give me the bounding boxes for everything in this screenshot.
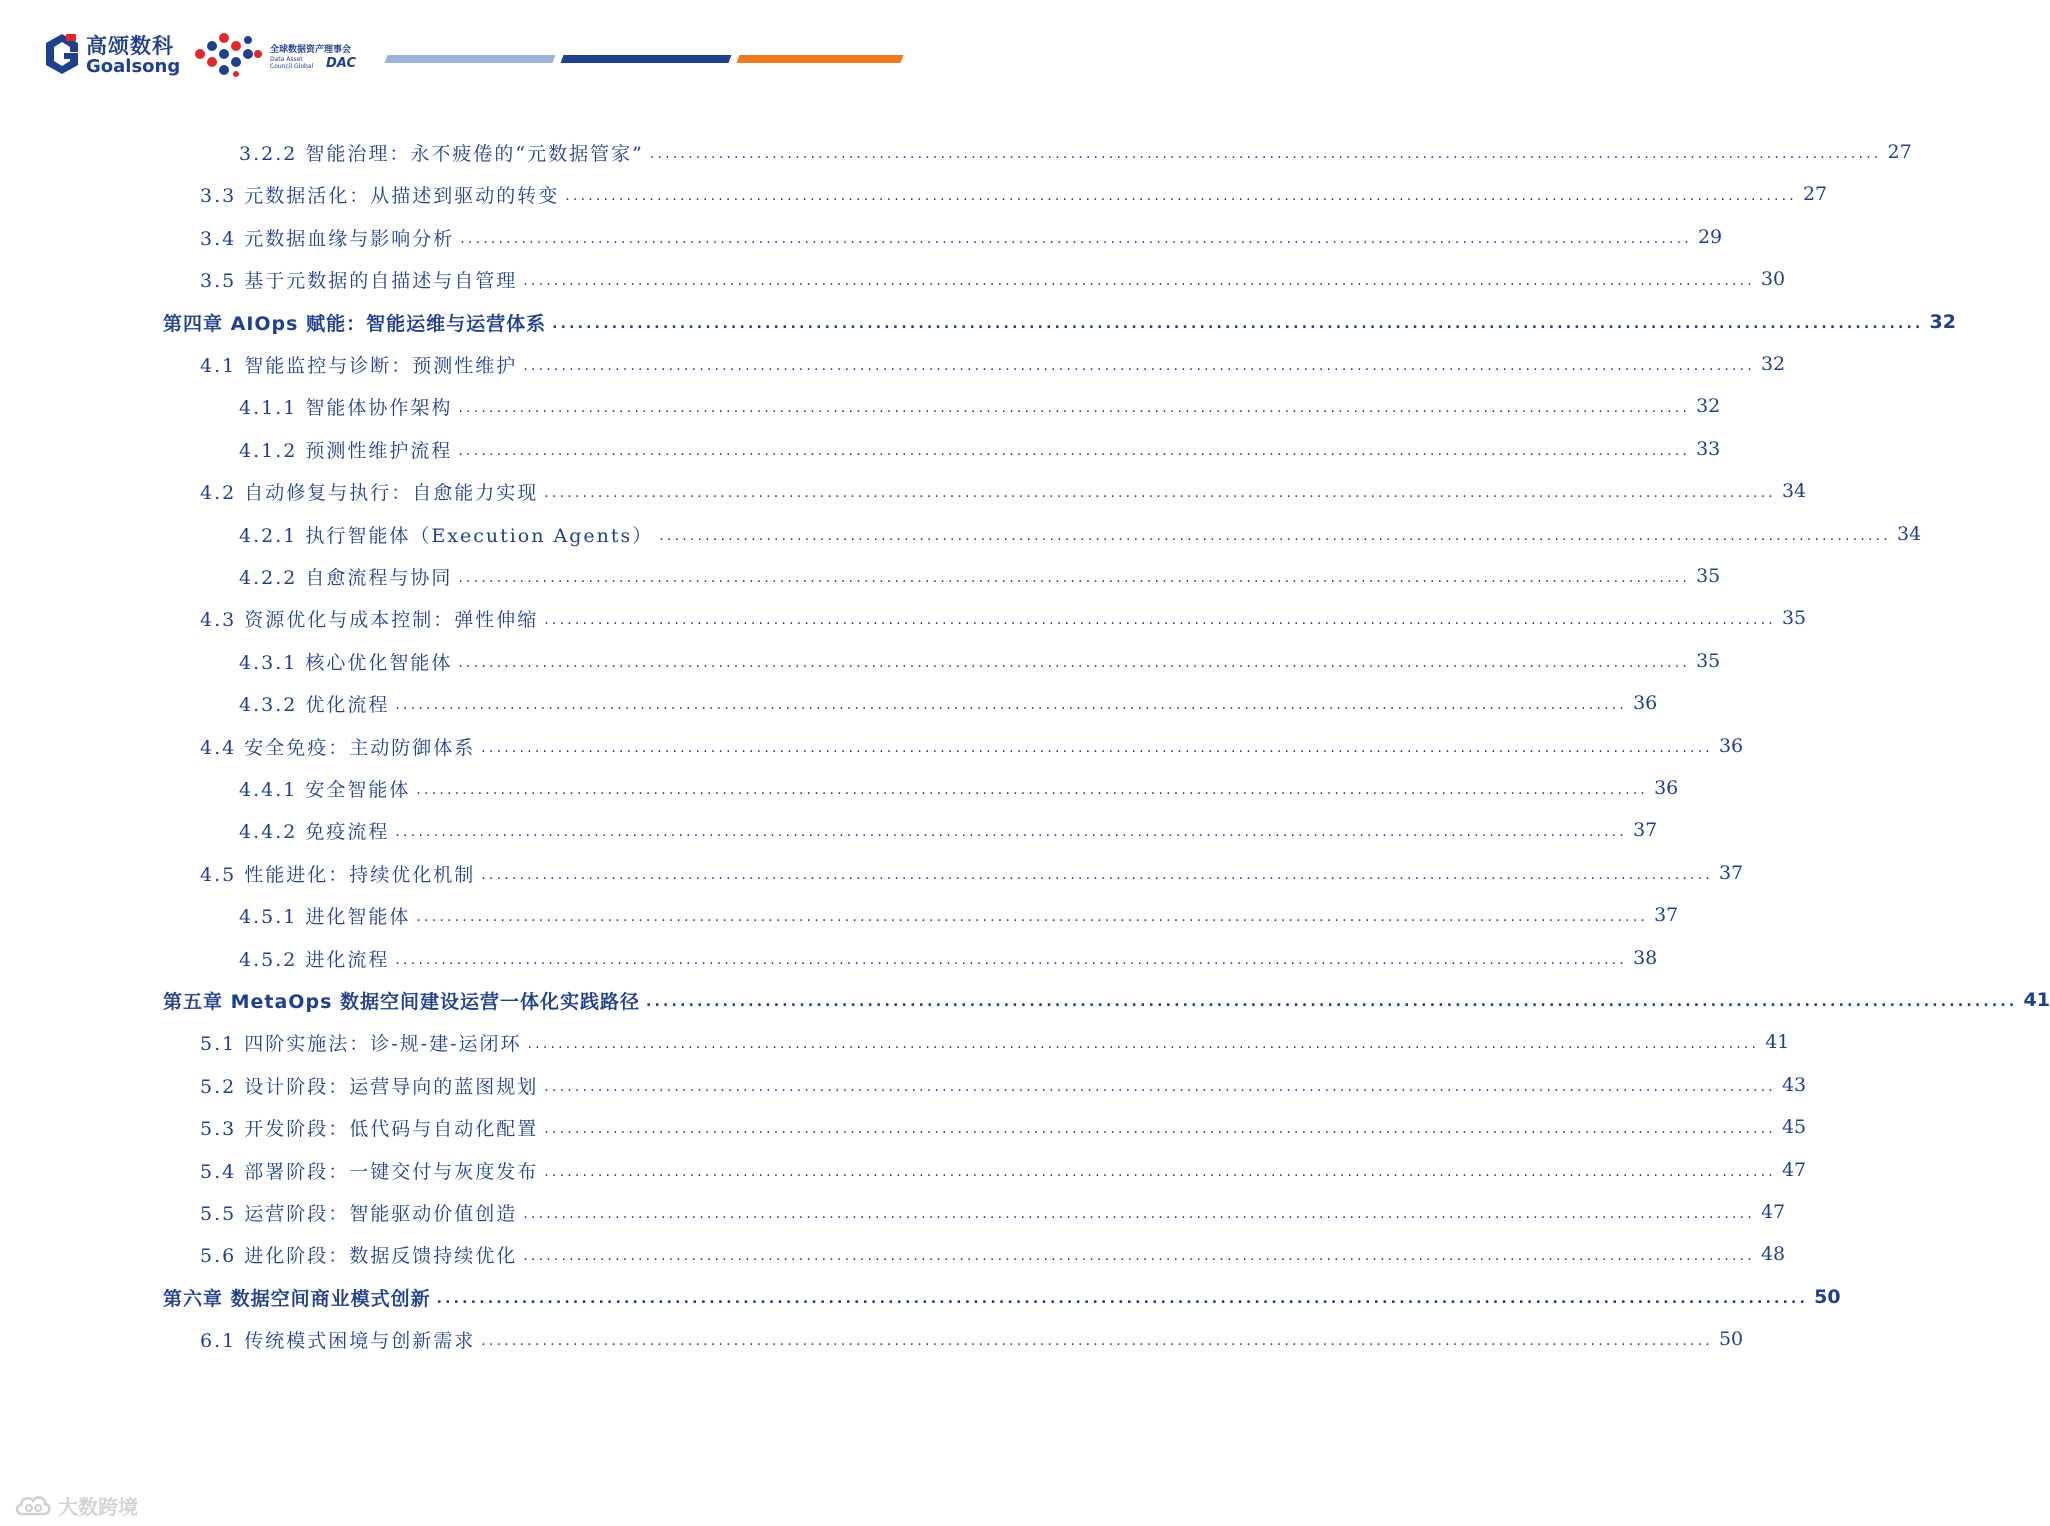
toc-dot-leader: ................................................................................................................................................................. (416, 909, 1649, 925)
toc-page-number: 36 (1718, 735, 1744, 757)
toc-entry-title: 4.3 资源优化与成本控制：弹性伸缩 (200, 608, 539, 631)
toc-entry-title: 5.6 进化阶段：数据反馈持续优化 (200, 1244, 518, 1267)
watermark-text: 大数跨境 (58, 1494, 138, 1519)
toc-entry[interactable] (239, 139, 1912, 165)
toc-dot-leader: ................................................................................................................................................................. (395, 697, 1628, 713)
toc-entry[interactable] (239, 817, 1658, 843)
toc-entry-title: 4.5.2 进化流程 (239, 948, 390, 971)
goalsong-logo (44, 28, 184, 84)
toc-dot-leader: ................................................................................................................................................................. (458, 570, 1691, 586)
dac-dots-icon (192, 30, 264, 78)
toc-entry[interactable] (200, 1199, 1786, 1225)
toc-entry-title: 4.2 自动修复与执行：自愈能力实现 (200, 481, 539, 504)
toc-entry[interactable] (200, 1114, 1807, 1140)
toc-entry[interactable] (239, 521, 1922, 547)
toc-dot-leader: ................................................................................................................................................................. (544, 1164, 1776, 1180)
toc-page-number: 30 (1760, 268, 1786, 290)
toc-dot-leader: ................................................................................................................................................................. (544, 1121, 1776, 1137)
toc-dot-leader: ................................................................................................................................................................. (523, 273, 1755, 289)
toc-dot-leader: ................................................................................................................................................................. (523, 358, 1755, 374)
cloud-logo-icon (14, 1492, 52, 1518)
toc-page-number: 35 (1696, 650, 1721, 672)
toc-entry-title: 3.3 元数据活化：从描述到驱动的转变 (200, 184, 560, 207)
toc-entry[interactable] (200, 605, 1807, 631)
toc-page-number: 43 (1781, 1074, 1807, 1096)
toc-page-number: 37 (1654, 904, 1679, 926)
toc-page-number: 29 (1697, 226, 1723, 248)
toc-entry[interactable] (200, 1241, 1786, 1267)
toc-entry-title: 4.2.1 执行智能体（Execution Agents） (239, 524, 654, 547)
toc-page-number: 34 (1781, 480, 1807, 502)
stripe-orange (737, 55, 904, 63)
dac-cn-name: 全球数据资产理事会 (270, 45, 352, 55)
toc-dot-leader: ................................................................................................................................................................. (481, 1333, 1713, 1349)
toc-entry-title: 4.4 安全免疫：主动防御体系 (200, 736, 476, 759)
toc-entry[interactable] (239, 393, 1721, 419)
toc-dot-leader: ................................................................................................................................................................. (395, 952, 1628, 968)
toc-dot-leader: ................................................................................................................................................................. (458, 400, 1691, 416)
toc-page-number: 35 (1781, 607, 1807, 629)
toc-entry-title: 3.2.2 智能治理：永不疲倦的“元数据管家” (239, 142, 644, 165)
toc-entry-title: 第五章 MetaOps 数据空间建设运营一体化实践路径 (163, 990, 640, 1013)
toc-entry[interactable] (200, 1326, 1744, 1352)
toc-dot-leader: ................................................................................................................................................................. (523, 1248, 1755, 1264)
toc-page-number: 45 (1781, 1116, 1807, 1138)
toc-entry[interactable] (239, 902, 1679, 928)
toc-dot-leader: ................................................................................................................................................................. (649, 146, 1882, 162)
toc-entry[interactable] (239, 775, 1679, 801)
goalsong-en-name: Goalsong (86, 56, 181, 77)
toc-entry[interactable] (200, 1072, 1807, 1098)
toc-page-number: 36 (1633, 692, 1658, 714)
toc-dot-leader: ................................................................................................................................................................. (481, 740, 1713, 756)
toc-entry[interactable] (239, 648, 1721, 674)
header-stripes (386, 55, 906, 63)
toc-entry-title: 4.2.2 自愈流程与协同 (239, 566, 453, 589)
toc-entry[interactable] (200, 181, 1828, 207)
toc-dot-leader: ................................................................................................................................................................. (565, 188, 1797, 204)
toc-page-number: 27 (1887, 141, 1912, 163)
dac-logo (192, 28, 372, 84)
toc-entry-title: 4.5 性能进化：持续优化机制 (200, 863, 476, 886)
stripe-dark-blue (561, 55, 732, 63)
toc-entry-title: 5.5 运营阶段：智能驱动价值创造 (200, 1202, 518, 1225)
toc-page-number: 35 (1696, 565, 1721, 587)
toc-dot-leader: ................................................................................................................................................................. (523, 1206, 1755, 1222)
toc-page-number: 37 (1633, 819, 1658, 841)
toc-page-number: 50 (1814, 1286, 1841, 1308)
toc-chapter-entry[interactable] (163, 309, 1956, 335)
toc-entry-title: 第六章 数据空间商业模式创新 (163, 1287, 431, 1310)
goalsong-mark-icon (44, 32, 80, 76)
watermark (14, 1490, 138, 1520)
toc-dot-leader: ................................................................................................................................................................. (646, 994, 2018, 1010)
toc-page-number: 37 (1718, 862, 1744, 884)
toc-entry[interactable] (200, 1157, 1807, 1183)
toc-page-number: 48 (1760, 1243, 1786, 1265)
toc-entry[interactable] (239, 945, 1658, 971)
toc-entry-title: 5.3 开发阶段：低代码与自动化配置 (200, 1117, 539, 1140)
toc-page-number: 32 (1760, 353, 1786, 375)
toc-entry-title: 4.3.1 核心优化智能体 (239, 651, 453, 674)
toc-page-number: 27 (1802, 183, 1828, 205)
toc-dot-leader: ................................................................................................................................................................. (544, 485, 1776, 501)
toc-entry[interactable] (200, 478, 1807, 504)
toc-dot-leader: ................................................................................................................................................................. (544, 1079, 1776, 1095)
toc-page-number: 38 (1633, 947, 1658, 969)
toc-entry-title: 6.1 传统模式困境与创新需求 (200, 1329, 476, 1352)
toc-chapter-entry[interactable] (163, 1284, 1841, 1310)
stripe-light-blue (385, 55, 556, 63)
toc-entry-title: 3.5 基于元数据的自描述与自管理 (200, 269, 518, 292)
toc-dot-leader: ................................................................................................................................................................. (460, 231, 1692, 247)
toc-dot-leader: ................................................................................................................................................................. (552, 316, 1924, 332)
toc-entry[interactable] (239, 690, 1658, 716)
toc-entry-title: 4.1.2 预测性维护流程 (239, 439, 453, 462)
toc-dot-leader: ................................................................................................................................................................. (395, 824, 1628, 840)
toc-entry-title: 5.4 部署阶段：一键交付与灰度发布 (200, 1160, 539, 1183)
toc-page-number: 41 (2023, 989, 2050, 1011)
toc-entry-title: 5.1 四阶实施法：诊-规-建-运闭环 (200, 1032, 522, 1055)
toc-entry-title: 4.1.1 智能体协作架构 (239, 396, 453, 419)
toc-page-number: 50 (1718, 1328, 1744, 1350)
toc-entry-title: 第四章 AIOps 赋能：智能运维与运营体系 (163, 312, 547, 335)
toc-page-number: 36 (1654, 777, 1679, 799)
toc-entry[interactable] (239, 563, 1721, 589)
toc-page-number: 41 (1765, 1031, 1790, 1053)
dac-en-name: Data Asset Council Global (270, 56, 314, 70)
toc-entry[interactable] (200, 266, 1786, 292)
page-header (0, 0, 1080, 100)
toc-dot-leader: ................................................................................................................................................................. (481, 867, 1713, 883)
toc-entry[interactable] (200, 1029, 1790, 1055)
toc-page-number: 47 (1760, 1201, 1786, 1223)
toc-entry-title: 4.4.1 安全智能体 (239, 778, 411, 801)
toc-entry-title: 4.3.2 优化流程 (239, 693, 390, 716)
toc-dot-leader: ................................................................................................................................................................. (458, 655, 1691, 671)
toc-page-number: 32 (1696, 395, 1721, 417)
dac-abbreviation: DAC (326, 56, 356, 71)
toc-dot-leader: ................................................................................................................................................................. (458, 443, 1691, 459)
toc-entry[interactable] (200, 733, 1744, 759)
toc-page-number: 47 (1781, 1159, 1807, 1181)
toc-dot-leader: ................................................................................................................................................................. (416, 782, 1649, 798)
toc-entry[interactable] (239, 436, 1721, 462)
goalsong-cn-name: 高颂数科 (86, 34, 174, 58)
toc-entry[interactable] (200, 224, 1723, 250)
toc-entry-title: 4.1 智能监控与诊断：预测性维护 (200, 354, 518, 377)
toc-dot-leader: ................................................................................................................................................................. (544, 612, 1776, 628)
toc-entry-title: 5.2 设计阶段：运营导向的蓝图规划 (200, 1075, 539, 1098)
toc-entry[interactable] (200, 351, 1786, 377)
toc-dot-leader: ................................................................................................................................................................. (436, 1291, 1809, 1307)
toc-dot-leader: ................................................................................................................................................................. (659, 528, 1891, 544)
toc-entry-title: 3.4 元数据血缘与影响分析 (200, 227, 455, 250)
toc-chapter-entry[interactable] (163, 987, 2050, 1013)
toc-entry-title: 4.4.2 免疫流程 (239, 820, 390, 843)
toc-page-number: 32 (1929, 311, 1956, 333)
toc-entry[interactable] (200, 860, 1744, 886)
toc-page-number: 33 (1696, 438, 1721, 460)
toc-entry-title: 4.5.1 进化智能体 (239, 905, 411, 928)
toc-page-number: 34 (1896, 523, 1922, 545)
toc-dot-leader: ................................................................................................................................................................. (527, 1036, 1760, 1052)
